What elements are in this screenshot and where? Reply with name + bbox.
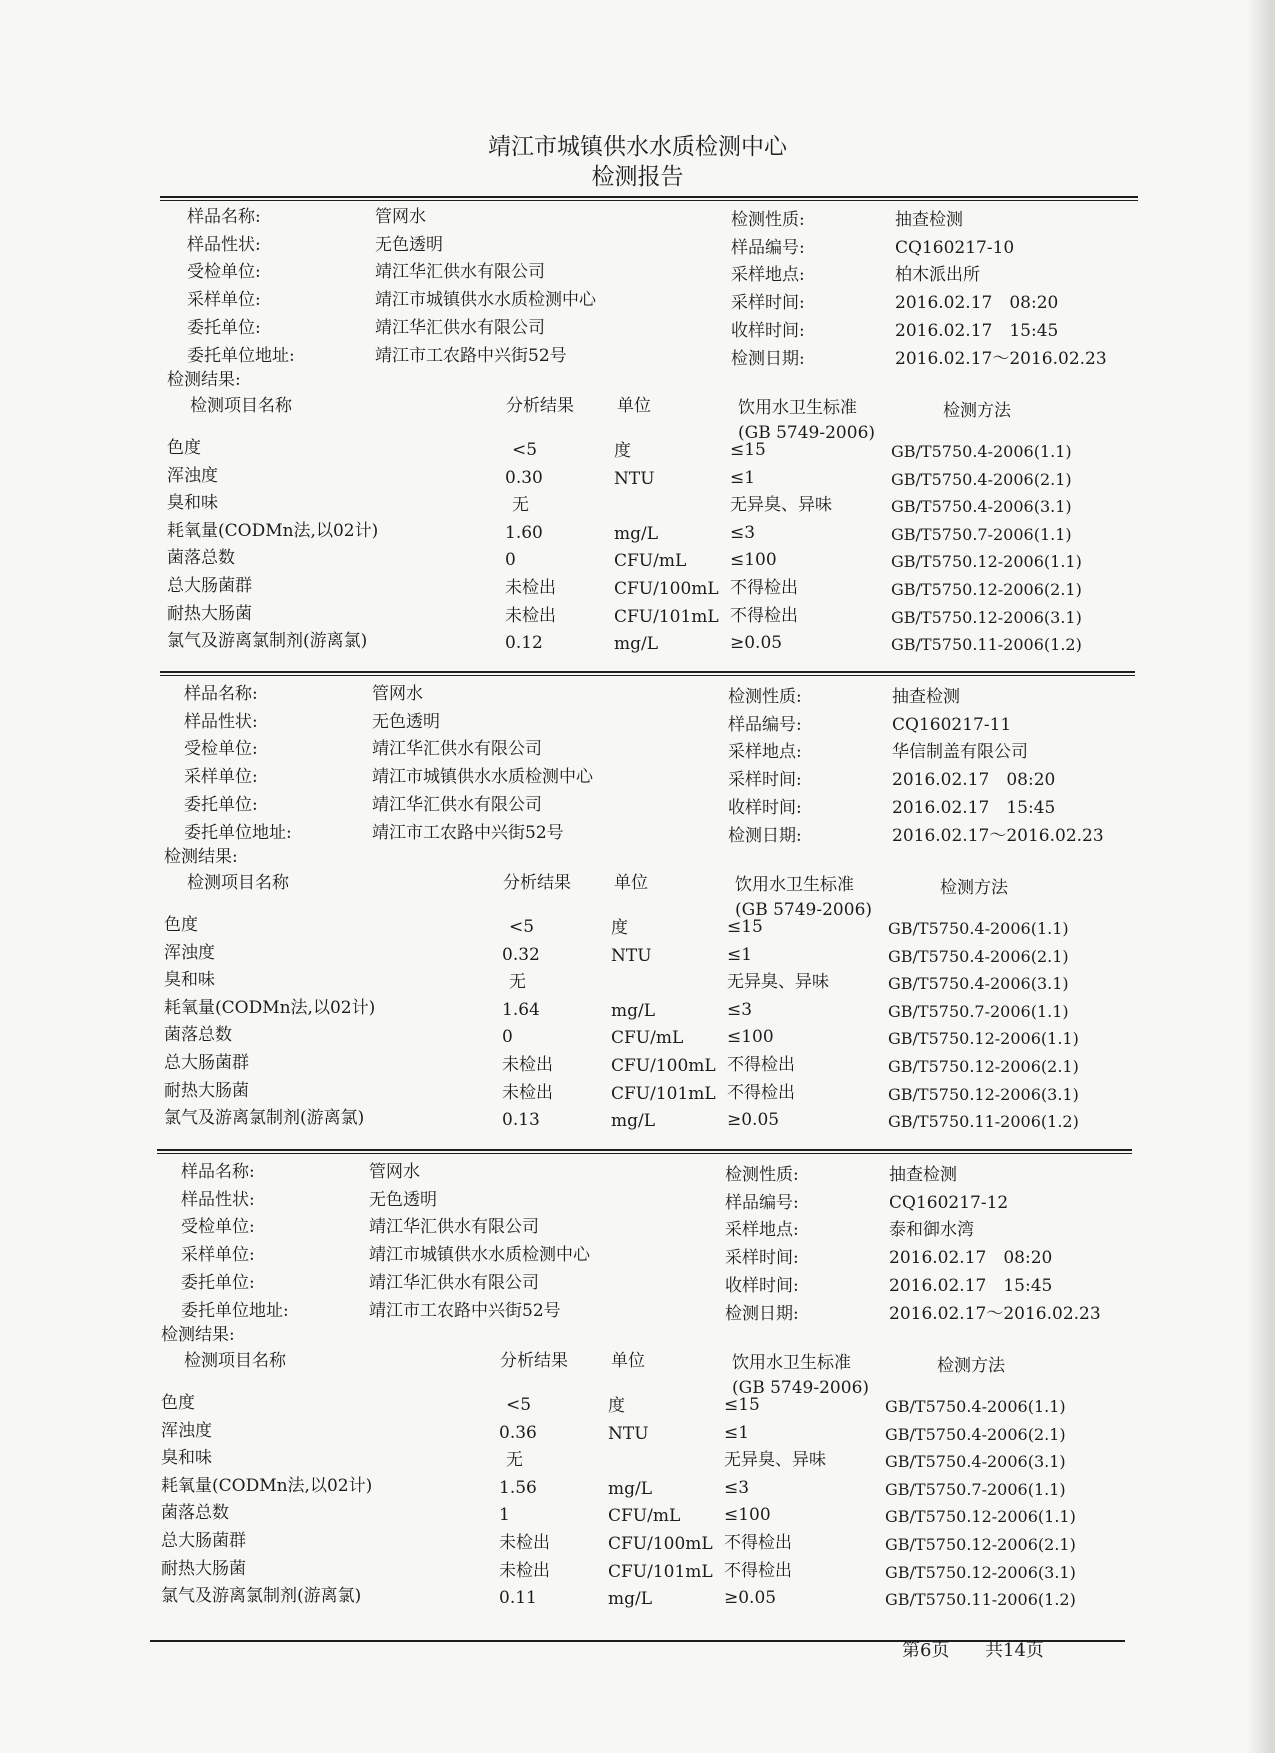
label-sample-name: 样品名称: bbox=[181, 1162, 255, 1182]
col-header-item: 检测项目名称 bbox=[184, 1351, 286, 1371]
cell-result: 1.56 bbox=[499, 1477, 537, 1498]
cell-result: 0.30 bbox=[505, 467, 543, 488]
col-header-standard-ref: (GB 5749-2006) bbox=[738, 423, 876, 443]
cell-item: 耗氧量(CODMn法,以02计) bbox=[167, 520, 379, 541]
value-sampling-site: 华信制盖有限公司 bbox=[892, 742, 1028, 763]
page-total: 共14页 bbox=[985, 1640, 1044, 1661]
section-divider bbox=[160, 671, 1135, 673]
value-sampling-site: 柏木派出所 bbox=[895, 265, 980, 286]
cell-item: 总大肠菌群 bbox=[164, 1053, 249, 1073]
col-header-standard: 饮用水卫生标准 bbox=[738, 398, 857, 418]
label-sampling-site: 采样地点: bbox=[725, 1220, 799, 1241]
label-client-address: 委托单位地址: bbox=[187, 345, 295, 366]
cell-standard: ≥0.05 bbox=[724, 1588, 777, 1609]
cell-method: GB/T5750.7-2006(1.1) bbox=[885, 1479, 1066, 1499]
col-header-item: 检测项目名称 bbox=[190, 396, 292, 416]
label-test-date: 检测日期: bbox=[728, 825, 802, 846]
label-sample-no: 样品编号: bbox=[728, 714, 802, 735]
label-client-unit: 委托单位: bbox=[181, 1272, 255, 1293]
cell-item: 氯气及游离氯制剂(游离氯) bbox=[164, 1108, 365, 1129]
cell-standard: ≤100 bbox=[724, 1505, 771, 1526]
cell-standard: 不得检出 bbox=[730, 578, 798, 598]
cell-standard: 不得检出 bbox=[724, 1560, 792, 1581]
value-client-unit: 靖江华汇供水有限公司 bbox=[372, 794, 542, 815]
value-inspected-unit: 靖江华汇供水有限公司 bbox=[369, 1217, 539, 1238]
col-header-standard: 饮用水卫生标准 bbox=[735, 875, 854, 895]
cell-method: GB/T5750.12-2006(2.1) bbox=[885, 1535, 1076, 1554]
cell-standard: ≤1 bbox=[724, 1422, 750, 1443]
cell-method: GB/T5750.7-2006(1.1) bbox=[888, 1001, 1069, 1021]
label-sample-state: 样品性状: bbox=[181, 1189, 255, 1210]
col-header-method: 检测方法 bbox=[943, 401, 1011, 421]
cell-standard: 不得检出 bbox=[727, 1082, 795, 1103]
cell-unit: CFU/101mL bbox=[611, 1083, 716, 1104]
cell-method: GB/T5750.12-2006(3.1) bbox=[888, 1084, 1079, 1104]
label-test-nature: 检测性质: bbox=[725, 1165, 799, 1185]
label-sample-name: 样品名称: bbox=[187, 207, 261, 227]
col-header-result: 分析结果 bbox=[500, 1351, 568, 1371]
value-test-date: 2016.02.17～2016.02.23 bbox=[895, 348, 1107, 369]
cell-result: 未检出 bbox=[505, 578, 556, 598]
cell-item: 耐热大肠菌 bbox=[161, 1558, 246, 1579]
value-test-nature: 抽查检测 bbox=[895, 210, 963, 230]
label-receipt-time: 收样时间: bbox=[725, 1275, 799, 1296]
cell-method: GB/T5750.12-2006(1.1) bbox=[891, 552, 1082, 572]
value-receipt-time: 2016.02.17 15:45 bbox=[889, 1275, 1053, 1296]
col-header-standard-ref: (GB 5749-2006) bbox=[735, 900, 873, 920]
cell-unit: CFU/mL bbox=[614, 551, 687, 572]
cell-item: 色度 bbox=[161, 1393, 195, 1413]
label-client-address: 委托单位地址: bbox=[184, 822, 292, 843]
results-heading: 检测结果: bbox=[167, 370, 241, 390]
cell-unit: mg/L bbox=[614, 634, 659, 655]
cell-method: GB/T5750.7-2006(1.1) bbox=[891, 524, 1072, 544]
cell-unit: 度 bbox=[611, 918, 628, 938]
cell-unit: NTU bbox=[614, 468, 655, 489]
cell-unit: CFU/mL bbox=[608, 1506, 681, 1527]
cell-method: GB/T5750.12-2006(3.1) bbox=[891, 607, 1082, 627]
cell-standard: ≤15 bbox=[724, 1395, 760, 1415]
cell-unit: 度 bbox=[608, 1396, 625, 1416]
cell-unit: mg/L bbox=[611, 1000, 656, 1021]
cell-method: GB/T5750.11-2006(1.2) bbox=[885, 1590, 1076, 1610]
cell-method: GB/T5750.4-2006(3.1) bbox=[891, 497, 1072, 517]
cell-standard: ≤100 bbox=[727, 1027, 774, 1048]
cell-method: GB/T5750.11-2006(1.2) bbox=[891, 635, 1082, 655]
label-sampling-time: 采样时间: bbox=[725, 1248, 799, 1269]
label-sample-no: 样品编号: bbox=[731, 237, 805, 258]
value-sampling-time: 2016.02.17 08:20 bbox=[892, 770, 1056, 791]
footer-divider bbox=[150, 1640, 1125, 1642]
cell-result: 0.11 bbox=[499, 1588, 537, 1609]
cell-standard: ≤1 bbox=[730, 467, 756, 488]
header-divider bbox=[160, 196, 1138, 198]
label-inspected-unit: 受检单位: bbox=[187, 262, 261, 283]
label-test-date: 检测日期: bbox=[731, 348, 805, 369]
col-header-standard: 饮用水卫生标准 bbox=[732, 1353, 851, 1373]
col-header-result: 分析结果 bbox=[506, 396, 574, 416]
cell-method: GB/T5750.4-2006(1.1) bbox=[891, 442, 1072, 461]
org-title: 靖江市城镇供水水质检测中心 bbox=[488, 134, 787, 160]
cell-result: <5 bbox=[509, 917, 535, 937]
cell-result: 无 bbox=[509, 972, 526, 993]
value-sampling-time: 2016.02.17 08:20 bbox=[895, 293, 1059, 314]
col-header-method: 检测方法 bbox=[937, 1356, 1005, 1376]
value-sample-state: 无色透明 bbox=[375, 234, 443, 255]
cell-method: GB/T5750.4-2006(1.1) bbox=[885, 1397, 1066, 1416]
cell-item: 色度 bbox=[164, 915, 198, 935]
cell-standard: 不得检出 bbox=[727, 1055, 795, 1075]
cell-item: 耐热大肠菌 bbox=[164, 1080, 249, 1101]
col-header-item: 检测项目名称 bbox=[187, 873, 289, 893]
cell-method: GB/T5750.11-2006(1.2) bbox=[888, 1112, 1079, 1132]
cell-method: GB/T5750.4-2006(1.1) bbox=[888, 919, 1069, 938]
cell-item: 臭和味 bbox=[161, 1448, 212, 1469]
cell-result: 无 bbox=[506, 1450, 523, 1471]
cell-item: 菌落总数 bbox=[161, 1503, 229, 1524]
cell-standard: 无异臭、异味 bbox=[724, 1450, 826, 1471]
cell-result: 未检出 bbox=[505, 605, 556, 626]
cell-result: 1 bbox=[499, 1505, 510, 1526]
cell-result: 未检出 bbox=[502, 1055, 553, 1075]
cell-result: 0.13 bbox=[502, 1110, 540, 1131]
value-inspected-unit: 靖江华汇供水有限公司 bbox=[375, 262, 545, 283]
cell-item: 耗氧量(CODMn法,以02计) bbox=[161, 1475, 373, 1496]
cell-item: 耐热大肠菌 bbox=[167, 603, 252, 624]
value-sample-state: 无色透明 bbox=[369, 1189, 437, 1210]
cell-standard: ≤3 bbox=[730, 522, 756, 543]
cell-result: <5 bbox=[512, 440, 538, 460]
results-heading: 检测结果: bbox=[164, 847, 238, 867]
col-header-method: 检测方法 bbox=[940, 878, 1008, 898]
cell-result: 0.36 bbox=[499, 1422, 537, 1443]
col-header-result: 分析结果 bbox=[503, 873, 571, 893]
label-sample-state: 样品性状: bbox=[184, 711, 258, 732]
cell-item: 浑浊度 bbox=[167, 465, 218, 486]
cell-unit: NTU bbox=[611, 945, 652, 966]
cell-unit: NTU bbox=[608, 1423, 649, 1444]
label-receipt-time: 收样时间: bbox=[731, 320, 805, 341]
cell-item: 氯气及游离氯制剂(游离氯) bbox=[161, 1586, 362, 1607]
cell-method: GB/T5750.12-2006(1.1) bbox=[885, 1507, 1076, 1527]
label-inspected-unit: 受检单位: bbox=[184, 739, 258, 760]
cell-result: 未检出 bbox=[499, 1560, 550, 1581]
scan-edge-shadow bbox=[1247, 0, 1275, 1753]
cell-unit: mg/L bbox=[608, 1589, 653, 1610]
cell-unit: mg/L bbox=[614, 523, 659, 544]
cell-standard: ≥0.05 bbox=[730, 633, 783, 654]
cell-item: 菌落总数 bbox=[167, 548, 235, 569]
value-client-address: 靖江市工农路中兴街52号 bbox=[369, 1300, 561, 1321]
cell-unit: CFU/100mL bbox=[608, 1534, 713, 1554]
cell-standard: ≤15 bbox=[730, 440, 766, 460]
value-sample-name: 管网水 bbox=[375, 207, 426, 227]
cell-method: GB/T5750.12-2006(2.1) bbox=[888, 1057, 1079, 1076]
cell-method: GB/T5750.4-2006(2.1) bbox=[885, 1424, 1066, 1444]
value-client-unit: 靖江华汇供水有限公司 bbox=[375, 317, 545, 338]
value-test-date: 2016.02.17～2016.02.23 bbox=[892, 825, 1104, 846]
value-receipt-time: 2016.02.17 15:45 bbox=[892, 797, 1056, 818]
cell-method: GB/T5750.4-2006(2.1) bbox=[891, 469, 1072, 489]
value-sampling-time: 2016.02.17 08:20 bbox=[889, 1248, 1053, 1269]
value-receipt-time: 2016.02.17 15:45 bbox=[895, 320, 1059, 341]
cell-item: 臭和味 bbox=[167, 493, 218, 514]
cell-standard: ≤15 bbox=[727, 917, 763, 937]
cell-method: GB/T5750.4-2006(3.1) bbox=[888, 974, 1069, 994]
col-header-unit: 单位 bbox=[614, 873, 648, 893]
cell-standard: ≤3 bbox=[727, 999, 753, 1020]
results-heading: 检测结果: bbox=[161, 1325, 235, 1345]
report-title: 检测报告 bbox=[591, 164, 684, 190]
label-client-address: 委托单位地址: bbox=[181, 1300, 289, 1321]
value-sample-no: CQ160217-10 bbox=[895, 237, 1015, 258]
cell-method: GB/T5750.4-2006(3.1) bbox=[885, 1452, 1066, 1472]
label-sample-no: 样品编号: bbox=[725, 1192, 799, 1213]
cell-unit: CFU/101mL bbox=[614, 606, 719, 627]
cell-standard: ≤1 bbox=[727, 944, 753, 965]
label-sampling-unit: 采样单位: bbox=[187, 290, 261, 311]
cell-unit: CFU/101mL bbox=[608, 1561, 713, 1582]
cell-standard: ≥0.05 bbox=[727, 1110, 780, 1131]
cell-item: 臭和味 bbox=[164, 970, 215, 991]
cell-item: 色度 bbox=[167, 438, 201, 458]
cell-result: 无 bbox=[512, 495, 529, 516]
cell-unit: CFU/mL bbox=[611, 1028, 684, 1049]
cell-standard: 无异臭、异味 bbox=[730, 495, 832, 516]
value-sampling-unit: 靖江市城镇供水水质检测中心 bbox=[369, 1245, 590, 1266]
label-client-unit: 委托单位: bbox=[184, 794, 258, 815]
label-sampling-time: 采样时间: bbox=[731, 293, 805, 314]
value-sample-name: 管网水 bbox=[369, 1162, 420, 1182]
cell-result: 1.64 bbox=[502, 999, 540, 1020]
cell-method: GB/T5750.4-2006(2.1) bbox=[888, 946, 1069, 966]
page-number: 第6页 bbox=[902, 1640, 950, 1661]
value-sample-no: CQ160217-12 bbox=[889, 1192, 1009, 1213]
label-sampling-site: 采样地点: bbox=[731, 265, 805, 286]
cell-item: 耗氧量(CODMn法,以02计) bbox=[164, 997, 376, 1018]
cell-item: 总大肠菌群 bbox=[167, 576, 252, 596]
cell-unit: 度 bbox=[614, 441, 631, 461]
col-header-standard-ref: (GB 5749-2006) bbox=[732, 1378, 870, 1398]
value-client-address: 靖江市工农路中兴街52号 bbox=[375, 345, 567, 366]
value-client-unit: 靖江华汇供水有限公司 bbox=[369, 1272, 539, 1293]
cell-method: GB/T5750.12-2006(1.1) bbox=[888, 1029, 1079, 1049]
col-header-unit: 单位 bbox=[611, 1351, 645, 1371]
cell-standard: 无异臭、异味 bbox=[727, 972, 829, 993]
cell-result: <5 bbox=[506, 1395, 532, 1415]
value-client-address: 靖江市工农路中兴街52号 bbox=[372, 822, 564, 843]
cell-item: 浑浊度 bbox=[161, 1420, 212, 1441]
label-sampling-time: 采样时间: bbox=[728, 770, 802, 791]
cell-unit: CFU/100mL bbox=[611, 1056, 716, 1076]
cell-result: 未检出 bbox=[499, 1533, 550, 1553]
cell-result: 1.60 bbox=[505, 522, 543, 543]
cell-standard: ≤100 bbox=[730, 550, 777, 571]
col-header-unit: 单位 bbox=[617, 396, 651, 416]
label-sampling-unit: 采样单位: bbox=[184, 767, 258, 788]
cell-standard: 不得检出 bbox=[724, 1533, 792, 1553]
label-client-unit: 委托单位: bbox=[187, 317, 261, 338]
cell-unit: mg/L bbox=[611, 1111, 656, 1132]
label-sample-state: 样品性状: bbox=[187, 234, 261, 255]
cell-method: GB/T5750.12-2006(2.1) bbox=[891, 580, 1082, 599]
value-test-nature: 抽查检测 bbox=[889, 1165, 957, 1185]
cell-method: GB/T5750.12-2006(3.1) bbox=[885, 1562, 1076, 1582]
section-divider bbox=[157, 1149, 1132, 1151]
cell-result: 0 bbox=[502, 1027, 513, 1048]
label-test-nature: 检测性质: bbox=[731, 210, 805, 230]
value-sample-no: CQ160217-11 bbox=[892, 714, 1012, 735]
value-test-nature: 抽查检测 bbox=[892, 687, 960, 707]
value-sample-name: 管网水 bbox=[372, 684, 423, 704]
cell-standard: 不得检出 bbox=[730, 605, 798, 626]
cell-item: 菌落总数 bbox=[164, 1025, 232, 1046]
cell-result: 0 bbox=[505, 550, 516, 571]
cell-item: 氯气及游离氯制剂(游离氯) bbox=[167, 631, 368, 652]
cell-standard: ≤3 bbox=[724, 1477, 750, 1498]
label-inspected-unit: 受检单位: bbox=[181, 1217, 255, 1238]
value-sample-state: 无色透明 bbox=[372, 711, 440, 732]
value-sampling-site: 泰和御水湾 bbox=[889, 1220, 974, 1241]
cell-result: 0.32 bbox=[502, 944, 540, 965]
label-sampling-unit: 采样单位: bbox=[181, 1245, 255, 1266]
cell-unit: mg/L bbox=[608, 1478, 653, 1499]
label-sampling-site: 采样地点: bbox=[728, 742, 802, 763]
cell-unit: CFU/100mL bbox=[614, 579, 719, 599]
label-test-nature: 检测性质: bbox=[728, 687, 802, 707]
cell-item: 总大肠菌群 bbox=[161, 1531, 246, 1551]
value-sampling-unit: 靖江市城镇供水水质检测中心 bbox=[372, 767, 593, 788]
label-test-date: 检测日期: bbox=[725, 1303, 799, 1324]
label-sample-name: 样品名称: bbox=[184, 684, 258, 704]
value-test-date: 2016.02.17～2016.02.23 bbox=[889, 1303, 1101, 1324]
cell-result: 未检出 bbox=[502, 1082, 553, 1103]
cell-result: 0.12 bbox=[505, 633, 543, 654]
value-sampling-unit: 靖江市城镇供水水质检测中心 bbox=[375, 290, 596, 311]
label-receipt-time: 收样时间: bbox=[728, 797, 802, 818]
cell-item: 浑浊度 bbox=[164, 942, 215, 963]
value-inspected-unit: 靖江华汇供水有限公司 bbox=[372, 739, 542, 760]
